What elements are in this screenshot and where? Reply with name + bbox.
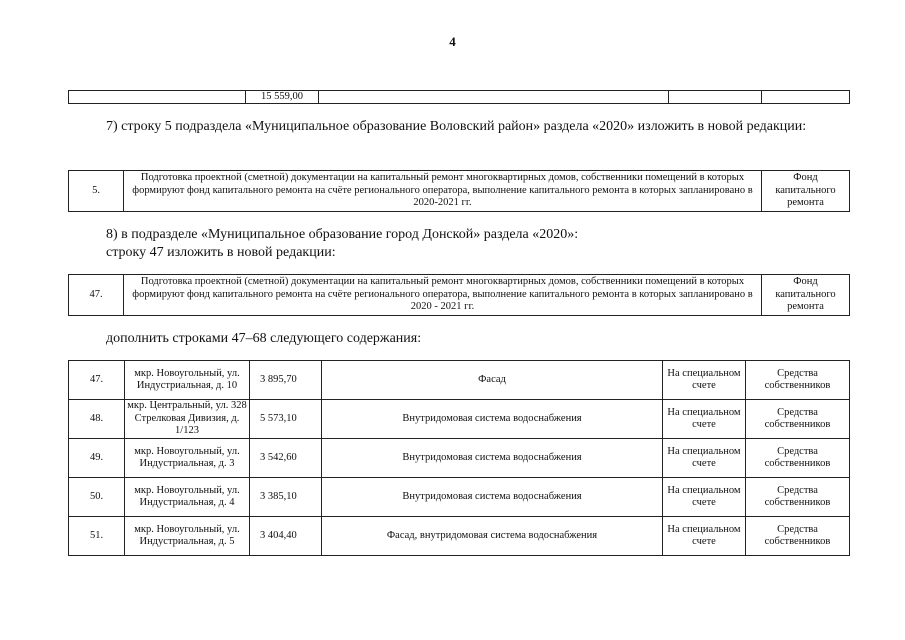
row-funding-source: Фонд капитального ремонта [762, 275, 850, 316]
paragraph-8-line-2: строку 47 изложить в новой редакции: [106, 245, 336, 260]
paragraph-7: 7) строку 5 подраздела «Муниципальное образование Воловский район» раздела «2020» изложить в новой редакции: [106, 119, 807, 134]
row-funding-source: Средства собственников [746, 517, 850, 556]
row-account: На специальном счете [663, 361, 746, 400]
row-account: На специальном счете [663, 517, 746, 556]
row-number: 47. [69, 361, 125, 400]
row-5-table [68, 170, 850, 212]
row-number: 48. [69, 400, 125, 439]
row-address: мкр. Новоугольный, ул. Индустриальная, д. 10 [125, 361, 250, 400]
row-funding-source: Средства собственников [746, 400, 850, 439]
row-sum: 5 573,10 [250, 400, 322, 439]
page-number: 4 [449, 34, 456, 49]
row-funding-source: Средства собственников [746, 361, 850, 400]
table-row [69, 400, 850, 439]
row-number: 50. [69, 478, 125, 517]
row-number: 51. [69, 517, 125, 556]
row-work-type: Внутридомовая система водоснабжения [322, 478, 663, 517]
cell-empty [319, 91, 669, 104]
row-description: Подготовка проектной (сметной) документации на капитальный ремонт многоквартирных домов, собственники помещений в которых формируют фонд капитального ремонта на счёте регионального оператора, выполнение капитального ремонта в которых запланировано в 2020-2021 гг. [124, 171, 762, 212]
cell-empty [762, 91, 850, 104]
row-funding-source: Фонд капитального ремонта [762, 171, 850, 212]
paragraph-8 [68, 226, 844, 262]
buildings-table [68, 360, 850, 556]
table-row [69, 478, 850, 517]
table-row [69, 361, 850, 400]
row-funding-source: Средства собственников [746, 478, 850, 517]
row-work-type: Внутридомовая система водоснабжения [322, 439, 663, 478]
row-work-type: Фасад, внутридомовая система водоснабжения [322, 517, 663, 556]
row-sum: 3 385,10 [250, 478, 322, 517]
cell-amount: 15 559,00 [246, 91, 319, 104]
row-address: мкр. Новоугольный, ул. Индустриальная, д. 4 [125, 478, 250, 517]
row-number: 49. [69, 439, 125, 478]
row-work-type: Фасад [322, 361, 663, 400]
paragraph-8-line-1: 8) в подразделе «Муниципальное образование город Донской» раздела «2020»: [106, 227, 579, 242]
row-account: На специальном счете [663, 439, 746, 478]
paragraph-add-rows: дополнить строками 47–68 следующего содержания: [106, 331, 422, 346]
row-number: 47. [69, 275, 124, 316]
table-row [69, 439, 850, 478]
top-table-fragment [68, 90, 850, 104]
row-sum: 3 895,70 [250, 361, 322, 400]
row-address: мкр. Новоугольный, ул. Индустриальная, д. 3 [125, 439, 250, 478]
row-work-type: Внутридомовая система водоснабжения [322, 400, 663, 439]
row-sum: 3 542,60 [250, 439, 322, 478]
cell-empty [69, 91, 246, 104]
row-funding-source: Средства собственников [746, 439, 850, 478]
row-description: Подготовка проектной (сметной) документации на капитальный ремонт многоквартирных домов, собственники помещений в которых формируют фонд капитального ремонта на счёте регионального оператора, выполнение капитального ремонта в которых запланировано в 2020 - 2021 гг. [124, 275, 762, 316]
row-account: На специальном счете [663, 478, 746, 517]
row-sum: 3 404,40 [250, 517, 322, 556]
row-address: мкр. Центральный, ул. 328 Стрелковая Дивизия, д. 1/123 [125, 400, 250, 439]
row-47-table [68, 274, 850, 316]
row-address: мкр. Новоугольный, ул. Индустриальная, д. 5 [125, 517, 250, 556]
cell-empty [669, 91, 762, 104]
row-account: На специальном счете [663, 400, 746, 439]
row-number: 5. [69, 171, 124, 212]
table-row [69, 517, 850, 556]
